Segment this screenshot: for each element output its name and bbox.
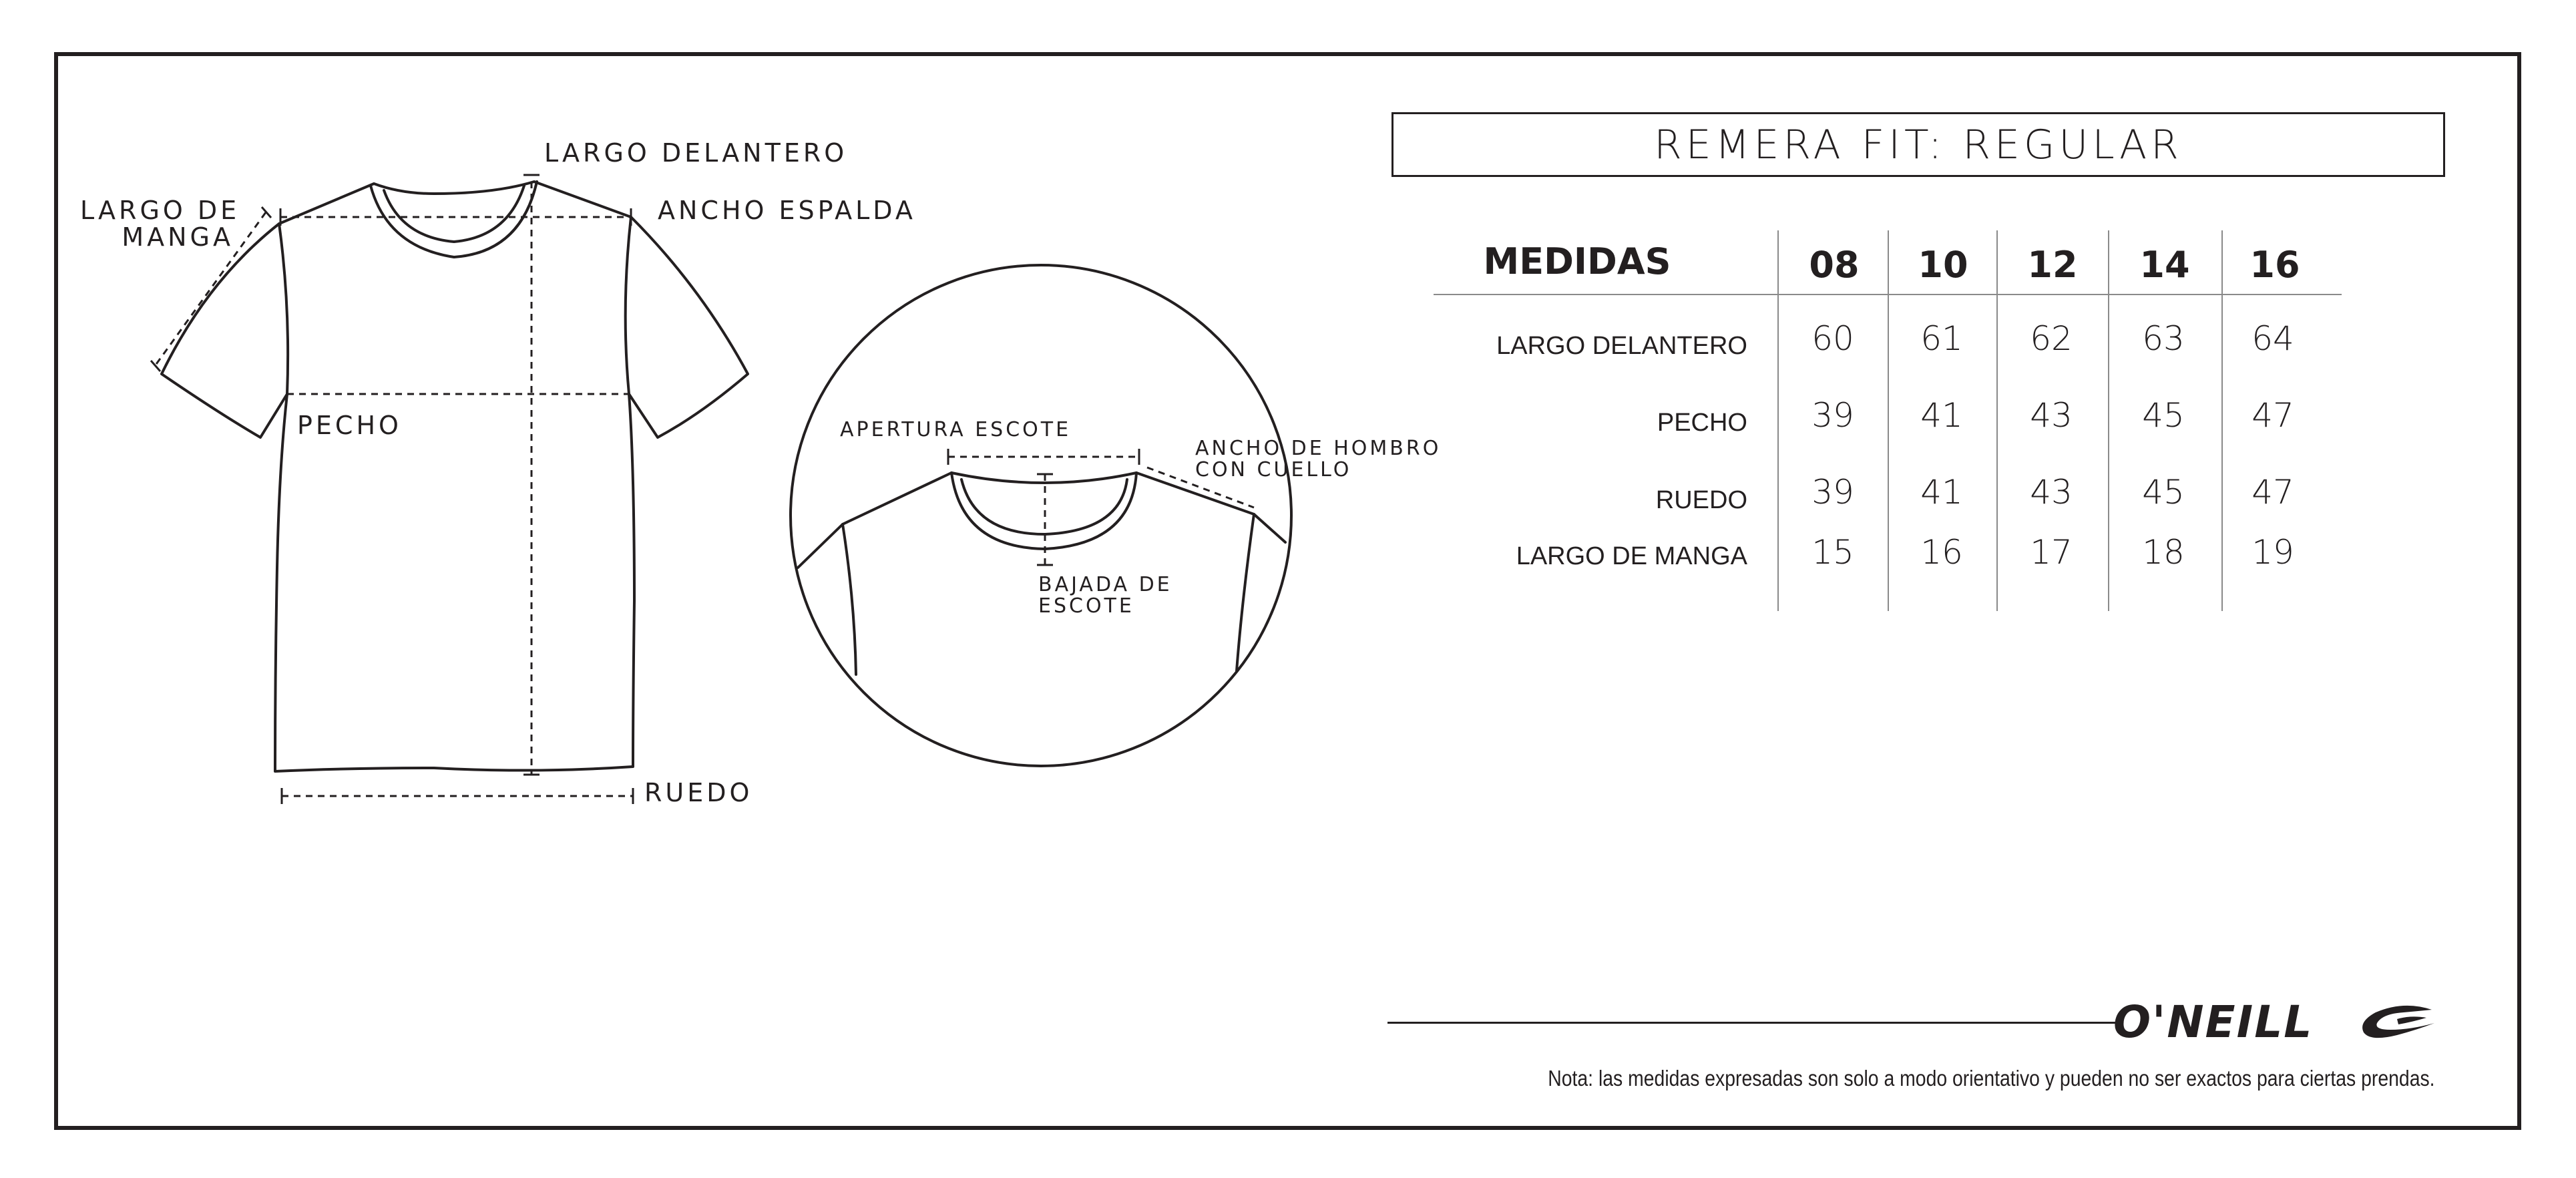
- row-label-ruedo: RUEDO: [1655, 486, 1747, 514]
- tshirt-right-seam: [626, 217, 631, 394]
- product-title: REMERA FIT: REGULAR: [1654, 121, 2183, 168]
- table-cell: 39: [1811, 396, 1854, 435]
- table-cell: 17: [2030, 533, 2073, 572]
- label-ruedo: RUEDO: [644, 778, 753, 807]
- neck-detail-circle: [791, 265, 1291, 766]
- table-cell: 61: [1920, 319, 1963, 358]
- label-bajada-de-escote: [1038, 574, 1172, 616]
- table-cell: 43: [2030, 473, 2073, 512]
- col-divider: [1888, 230, 1889, 611]
- product-title-box: [1391, 112, 2445, 177]
- size-table: [1434, 227, 2342, 611]
- label-largo-delantero: LARGO DELANTERO: [544, 138, 848, 168]
- size-header-08: 08: [1809, 244, 1860, 286]
- tshirt-left-seam: [279, 224, 288, 394]
- table-cell: 63: [2142, 319, 2185, 358]
- row-label-largo-de-manga: LARGO DE MANGA: [1516, 542, 1747, 570]
- detail-right-shoulder: [1136, 473, 1285, 542]
- table-header-medidas: MEDIDAS: [1483, 240, 1671, 282]
- col-divider: [2108, 230, 2109, 611]
- table-cell: 41: [1920, 396, 1963, 435]
- table-cell: 41: [1920, 473, 1963, 512]
- size-header-12: 12: [2027, 244, 2078, 286]
- label-largo-de-manga-line1: LARGO DE: [80, 196, 240, 225]
- table-cell: 16: [1920, 533, 1963, 572]
- label-bajada-de-escote-line1: BAJADA DE: [1038, 573, 1172, 596]
- col-divider: [1996, 230, 1998, 611]
- detail-left-side: [843, 524, 856, 674]
- label-apertura-escote: APERTURA ESCOTE: [840, 418, 1072, 441]
- label-ancho-de-hombro-line1: ANCHO DE HOMBRO: [1195, 437, 1442, 460]
- detail-right-side: [1237, 514, 1254, 671]
- table-cell: 47: [2251, 396, 2294, 435]
- label-ancho-de-hombro: [1195, 438, 1441, 480]
- size-header-14: 14: [2139, 244, 2190, 286]
- table-cell: 45: [2142, 473, 2185, 512]
- table-cell: 60: [1811, 319, 1854, 358]
- table-cell: 15: [1811, 533, 1854, 572]
- label-ancho-de-hombro-line2: CON CUELLO: [1195, 457, 1352, 481]
- table-cell: 47: [2251, 473, 2294, 512]
- row-label-largo-delantero: LARGO DELANTERO: [1496, 332, 1747, 360]
- label-ancho-espalda: ANCHO ESPALDA: [658, 196, 916, 225]
- col-divider: [1777, 230, 1779, 611]
- table-cell: 62: [2030, 319, 2073, 358]
- label-pecho: PECHO: [297, 411, 402, 440]
- brand-name: O'NEILL: [2113, 996, 2314, 1048]
- disclaimer-note: Nota: las medidas expresadas son solo a modo orientativo y pueden no ser exactos para ciertas prendas.: [1548, 1066, 2435, 1091]
- label-bajada-de-escote-line2: ESCOTE: [1038, 594, 1134, 618]
- table-cell: 64: [2251, 319, 2294, 358]
- detail-left-shoulder: [798, 473, 951, 568]
- table-cell: 39: [1811, 473, 1854, 512]
- table-cell: 43: [2030, 396, 2073, 435]
- size-header-16: 16: [2249, 244, 2300, 286]
- oneill-wave-icon: [2357, 1003, 2437, 1043]
- tshirt-outline: [162, 182, 748, 771]
- table-cell: 19: [2251, 533, 2294, 572]
- label-largo-de-manga: [80, 196, 240, 252]
- row-label-pecho: PECHO: [1657, 409, 1747, 437]
- label-largo-de-manga-line2: MANGA: [122, 222, 234, 252]
- table-cell: 18: [2142, 533, 2185, 572]
- size-header-10: 10: [1918, 244, 1968, 286]
- table-cell: 45: [2142, 396, 2185, 435]
- footer-rule: [1387, 1022, 2115, 1024]
